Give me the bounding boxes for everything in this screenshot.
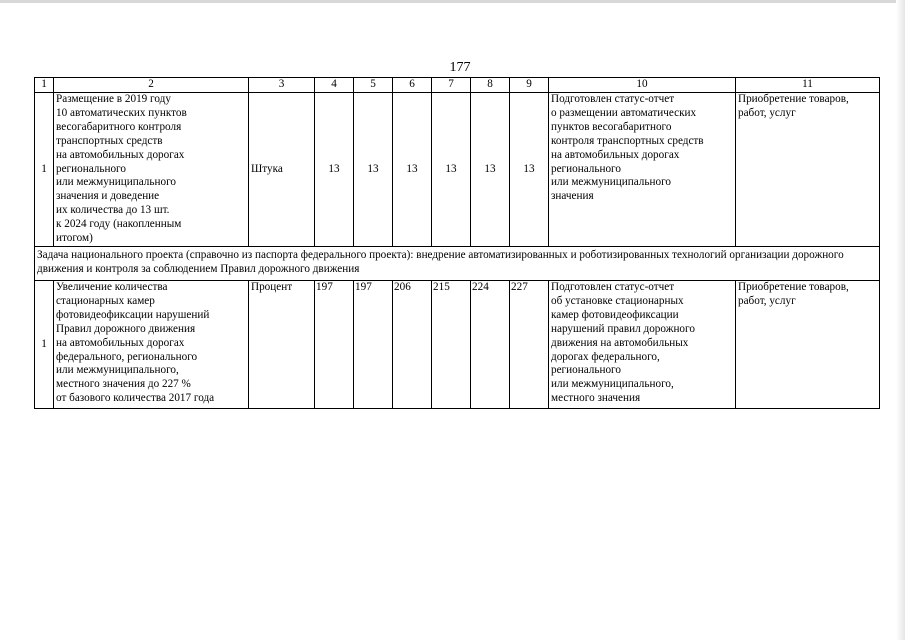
year-value: 13 xyxy=(510,93,549,247)
column-number: 4 xyxy=(315,78,354,93)
year-value: 13 xyxy=(393,93,432,247)
column-number: 10 xyxy=(549,78,736,93)
year-value: 13 xyxy=(354,93,393,247)
column-number: 3 xyxy=(249,78,315,93)
table-row xyxy=(35,93,880,247)
year-value: 13 xyxy=(471,93,510,247)
result-description: Увеличение количества стационарных камер фотовидеофиксации нарушений Правил дорожного движения на автомобильных дорогах федерального, регионального или межмуниципального, местного значения до 227 % от базового количества 2017 года xyxy=(54,281,249,409)
year-value: 215 xyxy=(432,281,471,409)
result-characteristic: Подготовлен статус-отчет о размещении автоматических пунктов весогабаритного контроля транспортных средств на автомобильных дорогах регионального или межмуниципального значения xyxy=(549,93,736,247)
column-number: 11 xyxy=(736,78,880,93)
national-project-task: Задача национального проекта (справочно из паспорта федерального проекта): внедрение автоматизированных и роботизированных технологий организации дорожного движения и контроля за соблюдением Правил дорожного движения xyxy=(35,247,880,281)
page-number: 177 xyxy=(449,60,471,75)
unit-of-measure: Процент xyxy=(249,281,315,409)
column-number: 5 xyxy=(354,78,393,93)
year-value: 197 xyxy=(315,281,354,409)
unit-of-measure: Штука xyxy=(249,93,315,247)
year-value: 224 xyxy=(471,281,510,409)
year-value: 197 xyxy=(354,281,393,409)
task-row xyxy=(35,247,880,281)
result-description: Размещение в 2019 году 10 автоматических пунктов весогабаритного контроля транспортных средств на автомобильных дорогах регионального или межмуниципального значения и доведение их количества до 13 шт. к 2024 году (накопленным итогом) xyxy=(54,93,249,247)
row-number: 1 xyxy=(35,93,54,247)
result-type: Приобретение товаров, работ, услуг xyxy=(736,281,880,409)
year-value: 13 xyxy=(315,93,354,247)
table-row xyxy=(35,281,880,409)
year-value: 206 xyxy=(393,281,432,409)
row-number: 1 xyxy=(35,281,54,409)
scan-right-edge xyxy=(896,0,905,640)
column-number: 9 xyxy=(510,78,549,93)
result-characteristic: Подготовлен статус-отчет об установке стационарных камер фотовидеофиксации нарушений правил дорожного движения на автомобильных дорогах федерального, регионального или межмуниципального, местного значения xyxy=(549,281,736,409)
scan-top-edge xyxy=(0,0,905,3)
column-number-row xyxy=(35,78,880,93)
result-type: Приобретение товаров, работ, услуг xyxy=(736,93,880,247)
column-number: 7 xyxy=(432,78,471,93)
year-value: 13 xyxy=(432,93,471,247)
column-number: 6 xyxy=(393,78,432,93)
column-number: 8 xyxy=(471,78,510,93)
column-number: 1 xyxy=(35,78,54,93)
project-results-table xyxy=(34,77,880,409)
column-number: 2 xyxy=(54,78,249,93)
year-value: 227 xyxy=(510,281,549,409)
